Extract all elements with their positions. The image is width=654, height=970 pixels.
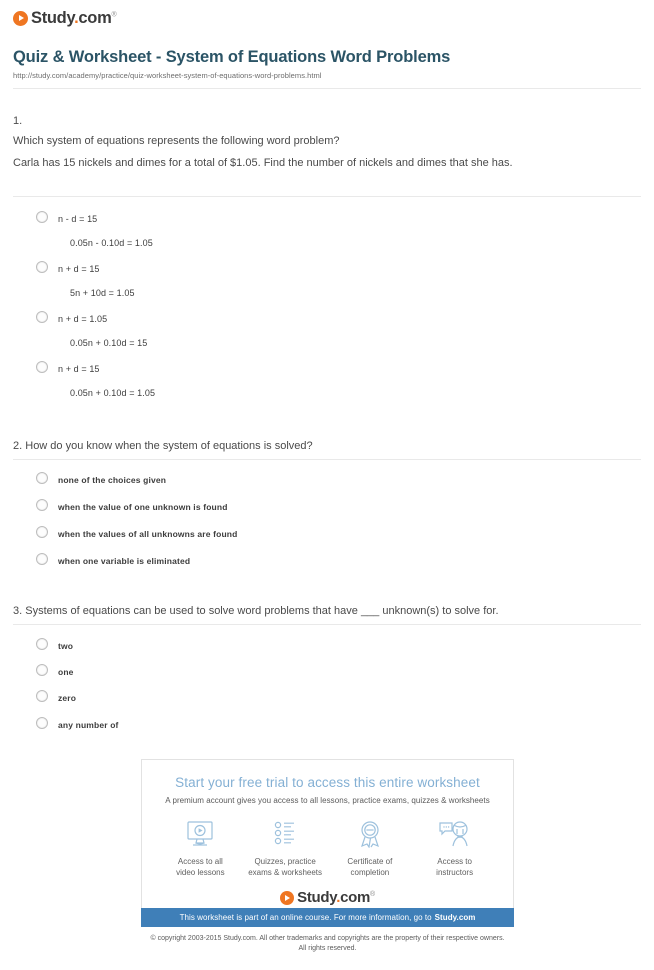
feature-video-lessons: [158, 819, 242, 878]
question-2-option-2[interactable]: [36, 498, 228, 516]
feature-caption-line1: Quizzes, practice: [254, 857, 316, 866]
upsell-card: [141, 759, 514, 917]
question-3-option-1[interactable]: [36, 637, 73, 655]
feature-caption-line2: exams & worksheets: [248, 868, 323, 877]
play-circle-icon: [13, 11, 28, 26]
feature-quizzes: [243, 819, 327, 878]
brand-wordmark: [31, 10, 116, 27]
radio-button[interactable]: [36, 311, 48, 323]
question-3-number: 3.: [13, 605, 23, 617]
radio-button[interactable]: [36, 499, 48, 511]
question-3-option-2[interactable]: [36, 663, 74, 681]
option-equation-1: n - d = 15: [58, 214, 98, 224]
option-equation-2: 0.05n + 0.10d = 15: [70, 338, 148, 348]
question-2-option-3[interactable]: [36, 525, 237, 543]
radio-button[interactable]: [36, 638, 48, 650]
question-2-number: 2.: [13, 440, 23, 452]
option-equation-2: 0.05n + 0.10d = 1.05: [70, 388, 156, 398]
copyright-notice: [141, 934, 514, 954]
option-label: when one variable is eliminated: [58, 556, 191, 566]
brand-tld: com: [340, 889, 371, 906]
upsell-logo: [142, 890, 513, 905]
course-info-text: This worksheet is part of an online course. For more information, go to: [179, 913, 432, 922]
course-info-link[interactable]: Study.com: [434, 913, 476, 922]
option-equation-2: 0.05n - 0.10d = 1.05: [70, 238, 153, 248]
question-2-text: How do you know when the system of equations is solved?: [25, 440, 313, 452]
feature-caption-line1: Access to: [437, 857, 472, 866]
question-3-text: Systems of equations can be used to solve word problems that have ___ unknown(s) to solve for.: [25, 605, 499, 617]
radio-button[interactable]: [36, 526, 48, 538]
option-label: when the value of one unknown is found: [58, 502, 228, 512]
question-1-subprompt: Carla has 15 nickels and dimes for a total of $1.05. Find the number of nickels and dimes that she has.: [13, 157, 513, 169]
brand-dot: .: [336, 889, 341, 906]
question-3-prompt: [13, 601, 633, 622]
page-title: Quiz & Worksheet - System of Equations Word Problems: [13, 48, 451, 66]
brand-trademark: ®: [370, 891, 375, 898]
option-label: any number of: [58, 720, 119, 730]
question-1-prompt: Which system of equations represents the following word problem?: [13, 135, 340, 147]
course-info-bar[interactable]: [141, 908, 514, 927]
question-3-option-4[interactable]: [36, 716, 119, 734]
feature-caption-line2: video lessons: [176, 868, 225, 877]
copyright-line-2: All rights reserved.: [298, 945, 357, 952]
page-url: http://study.com/academy/practice/quiz-worksheet-system-of-equations-word-problems.html: [13, 71, 322, 80]
award-ribbon-icon: [355, 819, 385, 849]
option-label: one: [58, 667, 74, 677]
brand-tld: com: [78, 8, 112, 27]
radio-button[interactable]: [36, 361, 48, 373]
question-3-divider: [13, 624, 641, 625]
upsell-subheadline: A premium account gives you access to all lessons, practice exams, quizzes & worksheets: [165, 796, 490, 805]
brand-wordmark: [297, 890, 375, 905]
feature-caption-line1: Certificate of: [347, 857, 393, 866]
radio-button[interactable]: [36, 211, 48, 223]
radio-button[interactable]: [36, 717, 48, 729]
question-1-option-4[interactable]: [36, 360, 155, 402]
question-1-option-3[interactable]: [36, 310, 147, 352]
copyright-line-1: © copyright 2003-2015 Study.com. All other trademarks and copyrights are the property of their respective owners.: [150, 935, 505, 942]
header-divider: [13, 88, 641, 89]
question-2-divider: [13, 459, 641, 460]
monitor-play-icon: [185, 819, 215, 849]
feature-instructors: [413, 819, 497, 878]
feature-certificate: [328, 819, 412, 878]
radio-button[interactable]: [36, 690, 48, 702]
site-logo: [13, 8, 116, 28]
instructor-chat-icon: [438, 819, 472, 849]
option-equation-1: n + d = 1.05: [58, 314, 108, 324]
option-label: zero: [58, 693, 77, 703]
question-2-prompt: [13, 436, 633, 457]
radio-button[interactable]: [36, 261, 48, 273]
question-1-number: 1.: [13, 115, 23, 127]
feature-caption-line2: completion: [350, 868, 390, 877]
play-circle-icon: [280, 891, 294, 905]
option-equation-1: n + d = 15: [58, 364, 100, 374]
option-label: two: [58, 641, 74, 651]
radio-button[interactable]: [36, 553, 48, 565]
brand-trademark: ®: [111, 11, 117, 19]
brand-dot: .: [74, 8, 79, 27]
question-1-option-2[interactable]: [36, 260, 135, 302]
option-label: when the values of all unknowns are found: [58, 529, 238, 539]
option-equation-1: n + d = 15: [58, 264, 100, 274]
option-label: none of the choices given: [58, 475, 167, 485]
radio-button[interactable]: [36, 472, 48, 484]
feature-caption-line1: Access to all: [177, 857, 223, 866]
brand-name: Study: [297, 889, 337, 906]
feature-list: [142, 819, 513, 878]
question-3-option-3[interactable]: [36, 689, 76, 707]
upsell-headline: Start your free trial to access this entire worksheet: [175, 775, 480, 790]
question-1-divider: [13, 196, 641, 197]
checklist-icon: [270, 819, 300, 849]
feature-caption-line2: instructors: [436, 868, 474, 877]
question-2-option-4[interactable]: [36, 552, 190, 570]
brand-name: Study: [31, 8, 75, 27]
question-2-option-1[interactable]: [36, 471, 166, 489]
question-1-option-1[interactable]: [36, 210, 153, 252]
radio-button[interactable]: [36, 664, 48, 676]
option-equation-2: 5n + 10d = 1.05: [70, 288, 135, 298]
